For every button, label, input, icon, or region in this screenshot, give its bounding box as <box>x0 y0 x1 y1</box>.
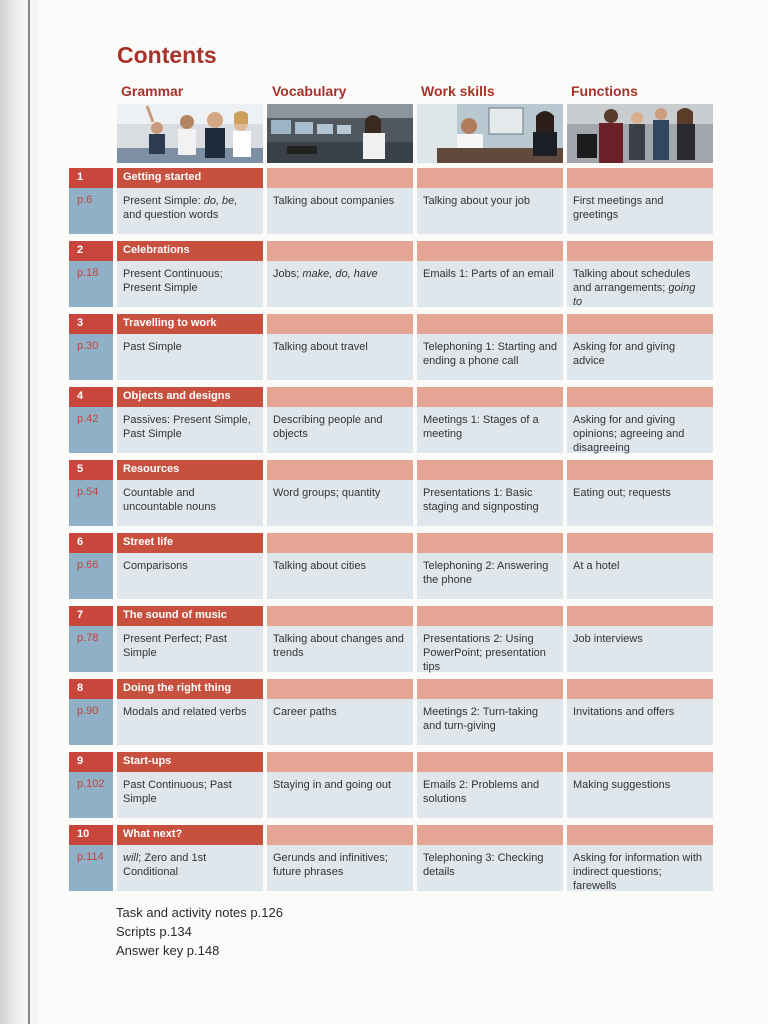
functions-cell <box>567 533 713 599</box>
page-title: Contents <box>117 42 217 68</box>
business-travellers-photo <box>567 104 713 163</box>
unit-page-ref[interactable]: p.6 <box>77 194 93 206</box>
grammar-text: Comparisons <box>123 560 188 572</box>
grammar-text: Past Simple <box>123 341 182 353</box>
unit-number-cell <box>69 168 113 234</box>
back-matter-item[interactable]: Task and activity notes p.126 <box>116 905 283 920</box>
vocabulary-text: Staying in and going out <box>273 779 392 791</box>
unit-title: Resources <box>123 463 180 475</box>
book-binding <box>0 0 38 1024</box>
grammar-cell <box>117 825 263 891</box>
unit-number-cell <box>69 241 113 307</box>
unit-number: 8 <box>69 679 113 699</box>
vocabulary-text: Talking about changes and trends <box>273 633 404 659</box>
work-skills-text: Presentations 2: Using PowerPoint; presentation tips <box>423 633 546 673</box>
back-matter-item[interactable]: Answer key p.148 <box>116 943 220 958</box>
functions-cell <box>567 314 713 380</box>
unit-page-ref[interactable]: p.18 <box>77 267 99 279</box>
functions-text: Asking for information with indirect questions; farewells <box>573 852 702 892</box>
back-matter-item[interactable]: Scripts p.134 <box>116 924 192 939</box>
meeting-audience-photo <box>117 104 263 163</box>
functions-cell <box>567 825 713 891</box>
work-skills-text: Telephoning 1: Starting and ending a phone call <box>423 341 557 367</box>
work-skills-cell <box>417 679 563 745</box>
unit-page-ref[interactable]: p.30 <box>77 340 99 352</box>
unit-title: Getting started <box>123 171 202 183</box>
unit-page-ref[interactable]: p.90 <box>77 705 99 717</box>
work-skills-text: Emails 1: Parts of an email <box>423 268 554 280</box>
work-skills-text: Talking about your job <box>423 195 531 207</box>
work-skills-text: Telephoning 3: Checking details <box>423 852 544 878</box>
functions-text: Job interviews <box>573 633 643 645</box>
functions-text: Making suggestions <box>573 779 671 791</box>
office-workstations-photo <box>267 104 413 163</box>
functions-cell <box>567 679 713 745</box>
vocabulary-text: Word groups; quantity <box>273 487 381 499</box>
unit-number-cell <box>69 387 113 453</box>
vocabulary-text: Describing people and objects <box>273 414 383 440</box>
vocabulary-text: Jobs; make, do, have <box>273 268 378 280</box>
functions-cell <box>567 387 713 453</box>
unit-number: 1 <box>69 168 113 188</box>
grammar-text: Countable and uncountable nouns <box>123 487 216 513</box>
functions-cell <box>567 752 713 818</box>
unit-number: 10 <box>69 825 113 845</box>
unit-number-cell <box>69 679 113 745</box>
work-skills-cell <box>417 460 563 526</box>
vocabulary-cell <box>267 387 413 453</box>
unit-number-cell <box>69 460 113 526</box>
unit-number: 5 <box>69 460 113 480</box>
functions-text: First meetings and greetings <box>573 195 664 221</box>
binding-edge <box>28 0 30 1024</box>
vocabulary-cell <box>267 825 413 891</box>
vocabulary-cell <box>267 752 413 818</box>
functions-cell <box>567 606 713 672</box>
vocabulary-text: Talking about cities <box>273 560 366 572</box>
work-skills-text: Presentations 1: Basic staging and signposting <box>423 487 539 513</box>
grammar-text: Present Simple: do, be, and question words <box>123 195 238 221</box>
grammar-text: Present Continuous; Present Simple <box>123 268 223 294</box>
work-skills-cell <box>417 387 563 453</box>
vocabulary-cell <box>267 679 413 745</box>
unit-number-cell <box>69 606 113 672</box>
vocabulary-cell <box>267 314 413 380</box>
vocabulary-text: Talking about travel <box>273 341 368 353</box>
unit-number-cell <box>69 752 113 818</box>
unit-number-cell <box>69 533 113 599</box>
unit-title: Start-ups <box>123 755 172 767</box>
functions-text: Eating out; requests <box>573 487 671 499</box>
work-skills-cell <box>417 314 563 380</box>
unit-page-ref[interactable]: p.42 <box>77 413 99 425</box>
vocabulary-text: Gerunds and infinitives; future phrases <box>273 852 388 878</box>
vocabulary-cell <box>267 241 413 307</box>
grammar-cell <box>117 387 263 453</box>
functions-text: Talking about schedules and arrangements; going to <box>573 268 696 308</box>
grammar-cell <box>117 168 263 234</box>
grammar-cell <box>117 679 263 745</box>
unit-title: Doing the right thing <box>123 682 232 694</box>
functions-cell <box>567 241 713 307</box>
unit-page-ref[interactable]: p.66 <box>77 559 99 571</box>
unit-title: The sound of music <box>123 609 227 621</box>
unit-number: 7 <box>69 606 113 626</box>
functions-text: Asking for and giving advice <box>573 341 676 367</box>
grammar-text: will; Zero and 1st Conditional <box>123 852 207 878</box>
work-skills-cell <box>417 533 563 599</box>
grammar-text: Present Perfect; Past Simple <box>123 633 227 659</box>
functions-cell <box>567 460 713 526</box>
vocabulary-cell <box>267 606 413 672</box>
vocabulary-cell <box>267 168 413 234</box>
functions-text: Asking for and giving opinions; agreeing and disagreeing <box>573 414 685 454</box>
grammar-cell <box>117 314 263 380</box>
grammar-text: Modals and related verbs <box>123 706 247 718</box>
grammar-cell <box>117 533 263 599</box>
work-skills-cell <box>417 168 563 234</box>
work-skills-text: Emails 2: Problems and solutions <box>423 779 540 805</box>
work-skills-cell <box>417 606 563 672</box>
unit-number: 3 <box>69 314 113 334</box>
grammar-cell <box>117 752 263 818</box>
work-skills-cell <box>417 752 563 818</box>
unit-title: Objects and designs <box>123 390 231 402</box>
vocabulary-cell <box>267 460 413 526</box>
grammar-cell <box>117 606 263 672</box>
grammar-cell <box>117 460 263 526</box>
functions-text: Invitations and offers <box>573 706 675 718</box>
back-matter-list <box>116 903 283 960</box>
functions-cell <box>567 168 713 234</box>
unit-title: Travelling to work <box>123 317 217 329</box>
column-header-grammar: Grammar <box>121 83 184 99</box>
unit-number: 2 <box>69 241 113 261</box>
vocabulary-text: Career paths <box>273 706 337 718</box>
work-skills-text: Meetings 2: Turn-taking and turn-giving <box>423 706 538 732</box>
unit-number: 9 <box>69 752 113 772</box>
column-header-vocabulary: Vocabulary <box>272 83 347 99</box>
grammar-text: Past Continuous; Past Simple <box>123 779 232 805</box>
work-skills-text: Meetings 1: Stages of a meeting <box>423 414 539 440</box>
unit-page-ref[interactable]: p.102 <box>77 778 105 790</box>
unit-title: What next? <box>123 828 183 840</box>
column-header-functions: Functions <box>571 83 638 99</box>
grammar-cell <box>117 241 263 307</box>
grammar-text: Passives: Present Simple, Past Simple <box>123 414 251 440</box>
column-header-work-skills: Work skills <box>421 83 495 99</box>
work-skills-cell <box>417 241 563 307</box>
unit-title: Street life <box>123 536 174 548</box>
unit-page-ref[interactable]: p.54 <box>77 486 99 498</box>
unit-page-ref[interactable]: p.114 <box>77 851 104 863</box>
vocabulary-cell <box>267 533 413 599</box>
vocabulary-text: Talking about companies <box>273 195 395 207</box>
unit-number: 4 <box>69 387 113 407</box>
unit-number: 6 <box>69 533 113 553</box>
unit-title: Celebrations <box>123 244 190 256</box>
work-skills-cell <box>417 825 563 891</box>
work-skills-text: Telephoning 2: Answering the phone <box>423 560 549 586</box>
unit-number-cell <box>69 314 113 380</box>
desk-meeting-photo <box>417 104 563 163</box>
unit-number-cell <box>69 825 113 891</box>
functions-text: At a hotel <box>573 560 620 572</box>
unit-page-ref[interactable]: p.78 <box>77 632 99 644</box>
